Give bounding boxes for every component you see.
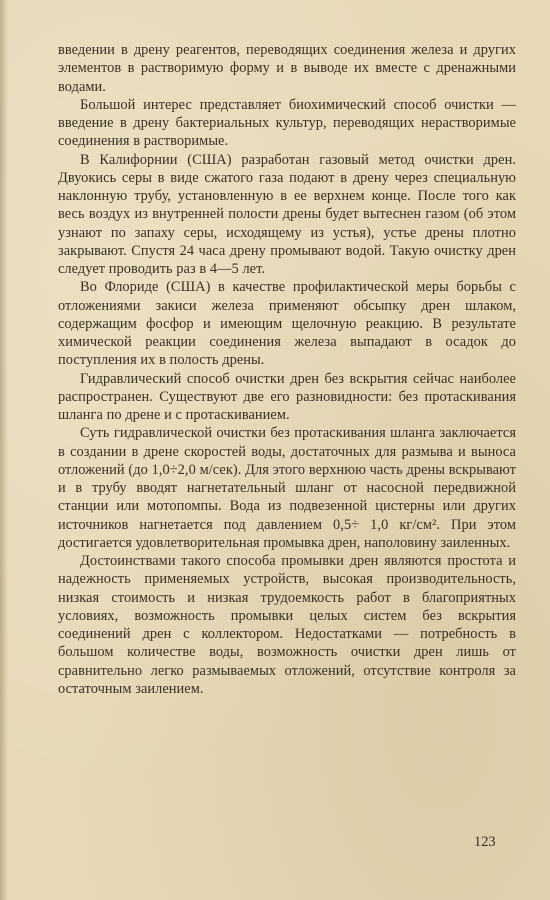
paragraph-gas-method: В Калифорнии (США) разработан газовый метод очистки дрен. Двуокись серы в виде сжатого газа подают в дрену через специальную наклонную трубу, установленную в ее верхнем конце. После того как весь воздух из внутренней полости дрены будет вытеснен газом (об этом узнают по запаху серы, исходящему из устья), устье дрены плотно закрывают. Спустя 24 часа дрену промывают водой. Такую очистку дрен следует проводить раз в 4—5 лет. xyxy=(58,151,516,277)
page-number: 123 xyxy=(474,834,496,850)
paragraph-florida-method: Во Флориде (США) в качестве профилактической меры борьбы с отложениями закиси железа применяют обсыпку дрен шлаком, содержащим фосфор и имеющим щелочную реакцию. В результате химической реакции соединения железа выпадают в осадок до поступления их в полость дрены. xyxy=(58,279,516,369)
body-text xyxy=(58,41,516,698)
paragraph-continuation: введении в дрену реагентов, переводящих соединения железа и других элементов в растворимую форму и в выводе их вместе с дренажными водами. xyxy=(58,42,516,95)
paragraph-biochemical-method: Большой интерес представляет биохимический способ очистки — введение в дрену бактериальных культур, переводящих нерастворимые соединения в растворимые. xyxy=(58,96,516,150)
page-edge-shadow xyxy=(0,0,8,900)
paragraph-hydraulic-essence: Суть гидравлической очистки без протаскивания шланга заключается в создании в дрене скоростей воды, достаточных для размыва и выноса отложений (до 1,0÷2,0 м/сек). Для этого верхнюю часть дрены вскрывают и в трубу вводят нагнетательный шланг от насосной передвижной станции или мотопомпы. Вода из подвезенной цистерны или других источников нагнетается под давлением 0,5÷ 1,0 кг/см². При этом достигается удовлетворительная промывка дрен, наполовину заиленных. xyxy=(58,425,516,551)
paragraph-advantages: Достоинствами такого способа промывки дрен являются простота и надежность применяемых устройств, высокая производительность, низкая стоимость и низкая трудоемкость работ в благоприятных условиях, возможность промывки целых систем без вскрытия соединений дрен с коллектором. Недостатками — потребность в большом количестве воды, возможность очистки дрен лишь от сравнительно легко размываемых отложений, отсутствие контроля за остаточным заилением. xyxy=(58,553,516,697)
paragraph-hydraulic-method: Гидравлический способ очистки дрен без вскрытия сейчас наиболее распространен. Существуют две его разновидности: без протаскивания шланга по дрене и с протаскиванием. xyxy=(58,370,516,423)
